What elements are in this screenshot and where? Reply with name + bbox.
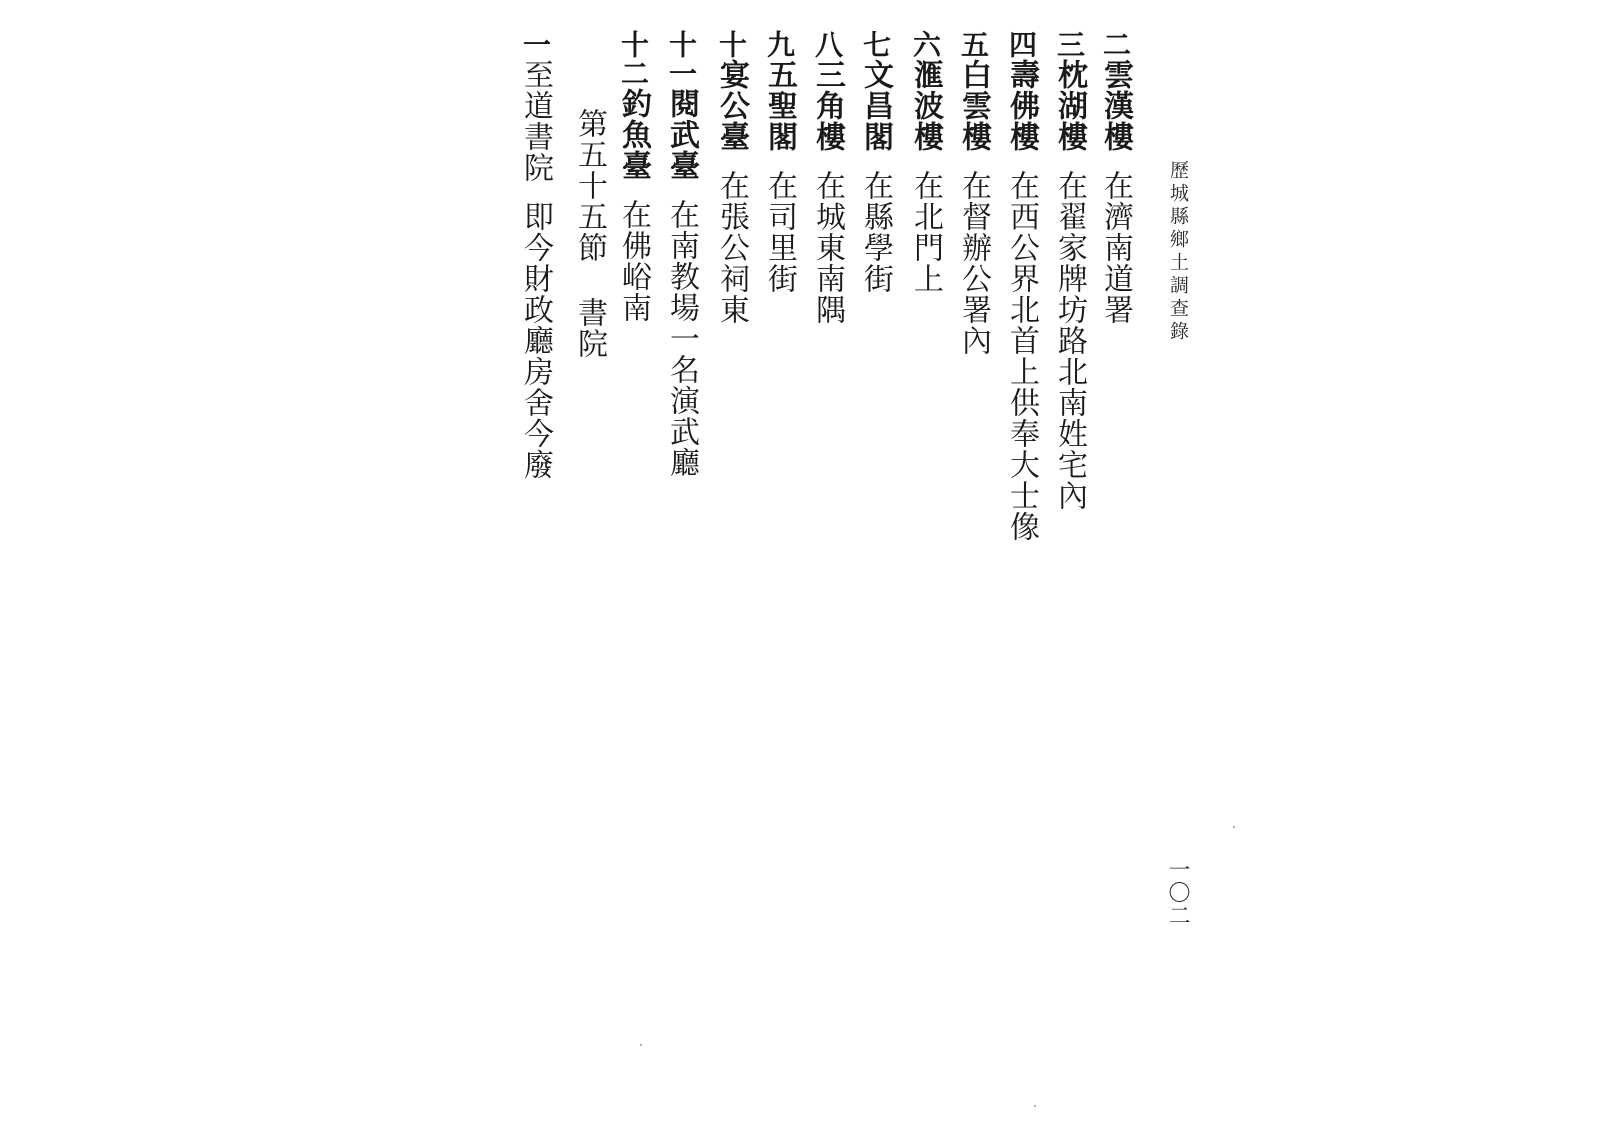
entry-5 — [908, 30, 943, 294]
section-title: 書院 — [572, 297, 607, 359]
entry-note: 在北門上 — [908, 170, 943, 294]
entry-8 — [762, 30, 797, 294]
entry-name: 三角樓 — [810, 59, 845, 152]
entry-number: 二 — [1099, 30, 1132, 59]
entry-number: 七 — [859, 30, 892, 59]
section-entry-1 — [518, 30, 553, 480]
entry-name: 白雲樓 — [956, 59, 991, 152]
scan-speck — [1034, 1105, 1036, 1107]
entry-note: 在佛峪南 — [616, 199, 651, 323]
entry-note: 在翟家牌坊路北南姓宅內 — [1052, 170, 1087, 511]
entry-note: 在西公界北首上供奉大士像 — [1004, 170, 1039, 542]
entry-note: 在張公祠東 — [714, 170, 749, 325]
entry-7 — [810, 30, 845, 325]
entry-name: 釣魚臺 — [616, 88, 651, 181]
scan-speck — [640, 1044, 642, 1046]
entry-1 — [1098, 30, 1133, 325]
entry-note: 在南教場一名演武廳 — [664, 199, 699, 478]
entry-9 — [714, 30, 749, 325]
entry-number: 三 — [1053, 30, 1086, 59]
entry-name: 宴公臺 — [714, 59, 749, 152]
entry-note: 在督辦公署內 — [956, 170, 991, 356]
entry-note: 在城東南隅 — [810, 170, 845, 325]
entry-note: 在司里街 — [762, 170, 797, 294]
entry-name: 閱武臺 — [664, 88, 699, 181]
entry-name: 枕湖樓 — [1052, 59, 1087, 152]
entry-number: 五 — [957, 30, 990, 59]
entry-note: 即今財政廳房舍今廢 — [518, 201, 553, 480]
entry-name: 文昌閣 — [858, 59, 893, 152]
entry-note: 在縣學街 — [858, 170, 893, 294]
entry-number: 八 — [811, 30, 844, 59]
entry-number: 十 — [715, 30, 748, 59]
entry-number: 六 — [909, 30, 942, 59]
running-head: 歷城縣鄉土調查錄 — [1167, 160, 1189, 344]
entry-10 — [664, 30, 699, 478]
entry-name: 滙波樓 — [908, 59, 943, 152]
entry-2 — [1052, 30, 1087, 511]
entry-name: 雲漢樓 — [1098, 59, 1133, 152]
entry-name: 至道書院 — [518, 59, 553, 183]
entry-4 — [956, 30, 991, 356]
entry-3 — [1004, 30, 1039, 542]
entry-6 — [858, 30, 893, 294]
entry-number: 十二 — [617, 30, 650, 88]
page-number: 一〇二 — [1165, 858, 1190, 927]
entry-number: 十一 — [665, 30, 698, 88]
scan-speck — [1233, 826, 1235, 828]
entry-note: 在濟南道署 — [1098, 170, 1133, 325]
entry-name: 壽佛樓 — [1004, 59, 1039, 152]
entry-number: 四 — [1005, 30, 1038, 59]
entry-number: 九 — [763, 30, 796, 59]
entry-11 — [616, 30, 651, 323]
section-number: 第五十五節 — [572, 108, 607, 263]
section-heading — [567, 108, 611, 359]
entry-name: 五聖閣 — [762, 59, 797, 152]
entry-number: 一 — [519, 30, 552, 59]
